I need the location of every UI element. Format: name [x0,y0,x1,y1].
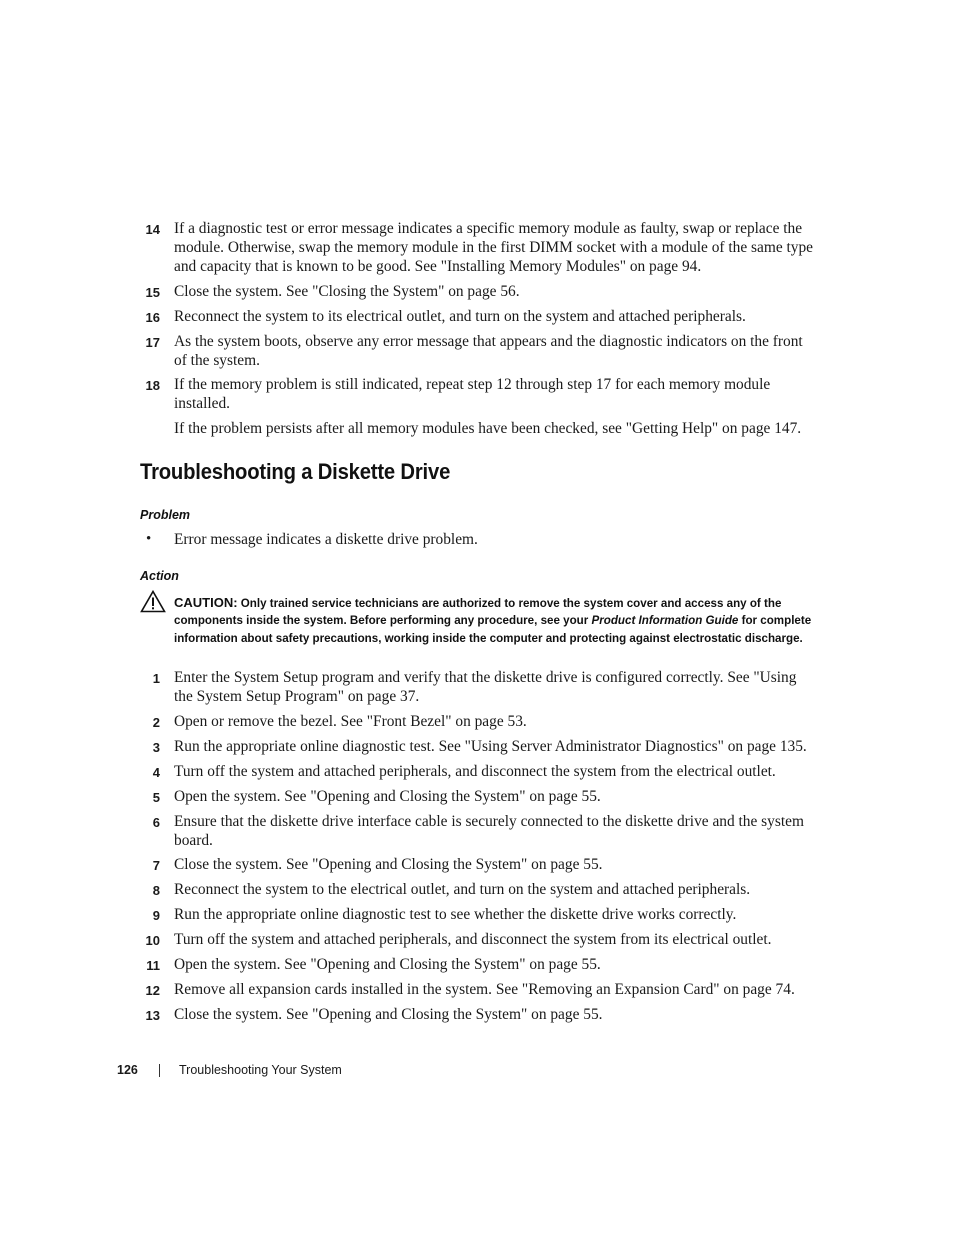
step-number: 1 [152,671,160,686]
step-number: 14 [145,222,160,237]
step-text: Close the system. See "Opening and Closing the System" on page 55. [174,1006,603,1023]
problem-bullet-text: Error message indicates a diskette drive problem. [174,531,478,548]
page-number: 126 [117,1063,138,1077]
step-number: 2 [152,715,160,730]
step-number: 7 [152,858,160,873]
problem-heading: Problem [140,508,191,522]
step-text: If the memory problem is still indicated, repeat step 12 through step 17 for each memory module installed. [174,376,771,412]
step-text: Enter the System Setup program and verify that the diskette drive is configured correctly. See "Using the System Setup Program" on page 37. [174,669,797,705]
followup-paragraph: If the problem persists after all memory modules have been checked, see "Getting Help" on page 147. [174,420,802,437]
step-number: 16 [145,310,160,325]
step-text: Open the system. See "Opening and Closing the System" on page 55. [174,956,601,973]
step-number: 8 [152,883,160,898]
step-number: 5 [152,790,160,805]
caution-label: CAUTION: [174,595,238,610]
step-text: Reconnect the system to the electrical outlet, and turn on the system and attached peripherals. [174,881,751,898]
step-number: 3 [152,740,160,755]
step-number: 12 [145,983,160,998]
section-title: Troubleshooting a Diskette Drive [140,459,451,484]
step-number: 18 [145,378,160,393]
step-text: If a diagnostic test or error message indicates a specific memory module as faulty, swap or replace the module. Otherwise, swap the memory module in the first DIMM socket with a module of the same type and capacity that is known to be good. See "Installing Memory Modules" on page 94. [174,220,814,275]
step-number: 4 [152,765,160,780]
step-text: Open or remove the bezel. See "Front Bezel" on page 53. [174,713,527,730]
step-text: Run the appropriate online diagnostic test. See "Using Server Administrator Diagnostics" on page 135. [174,738,807,755]
step-text: Reconnect the system to its electrical outlet, and turn on the system and attached peripherals. [174,308,746,325]
step-number: 6 [152,815,160,830]
caution-note [174,594,818,647]
action-heading: Action [140,569,179,583]
step-number: 15 [145,285,160,300]
step-text: Close the system. See "Closing the System" on page 56. [174,283,520,300]
step-text: Ensure that the diskette drive interface cable is securely connected to the diskette drive and the system board. [174,813,804,849]
step-number: 17 [145,335,160,350]
caution-text-after: for complete information about safety precautions, working inside the computer and protecting against electrostatic discharge. [174,614,812,645]
caution-text-before: Only trained service technicians are authorized to remove the system cover and access any of the components inside the system. Before performing any procedure, see your [174,597,782,628]
step-text: Run the appropriate online diagnostic test to see whether the diskette drive works correctly. [174,906,737,923]
bullet-icon: • [146,531,152,547]
step-number: 11 [146,958,160,973]
step-number: 10 [145,933,160,948]
step-number: 9 [152,908,160,923]
step-text: As the system boots, observe any error message that appears and the diagnostic indicators on the front of the system. [174,333,803,369]
step-text: Open the system. See "Opening and Closing the System" on page 55. [174,788,601,805]
caution-guide-title: Product Information Guide [591,614,739,628]
footer-chapter-title: Troubleshooting Your System [179,1063,342,1077]
footer-divider [159,1064,160,1077]
step-text: Turn off the system and attached peripherals, and disconnect the system from its electrical outlet. [174,931,772,948]
step-text: Turn off the system and attached peripherals, and disconnect the system from the electrical outlet. [174,763,776,780]
step-number: 13 [145,1008,160,1023]
step-text: Remove all expansion cards installed in the system. See "Removing an Expansion Card" on page 74. [174,981,795,998]
warning-triangle-icon [140,590,166,613]
step-text: Close the system. See "Opening and Closing the System" on page 55. [174,856,603,873]
